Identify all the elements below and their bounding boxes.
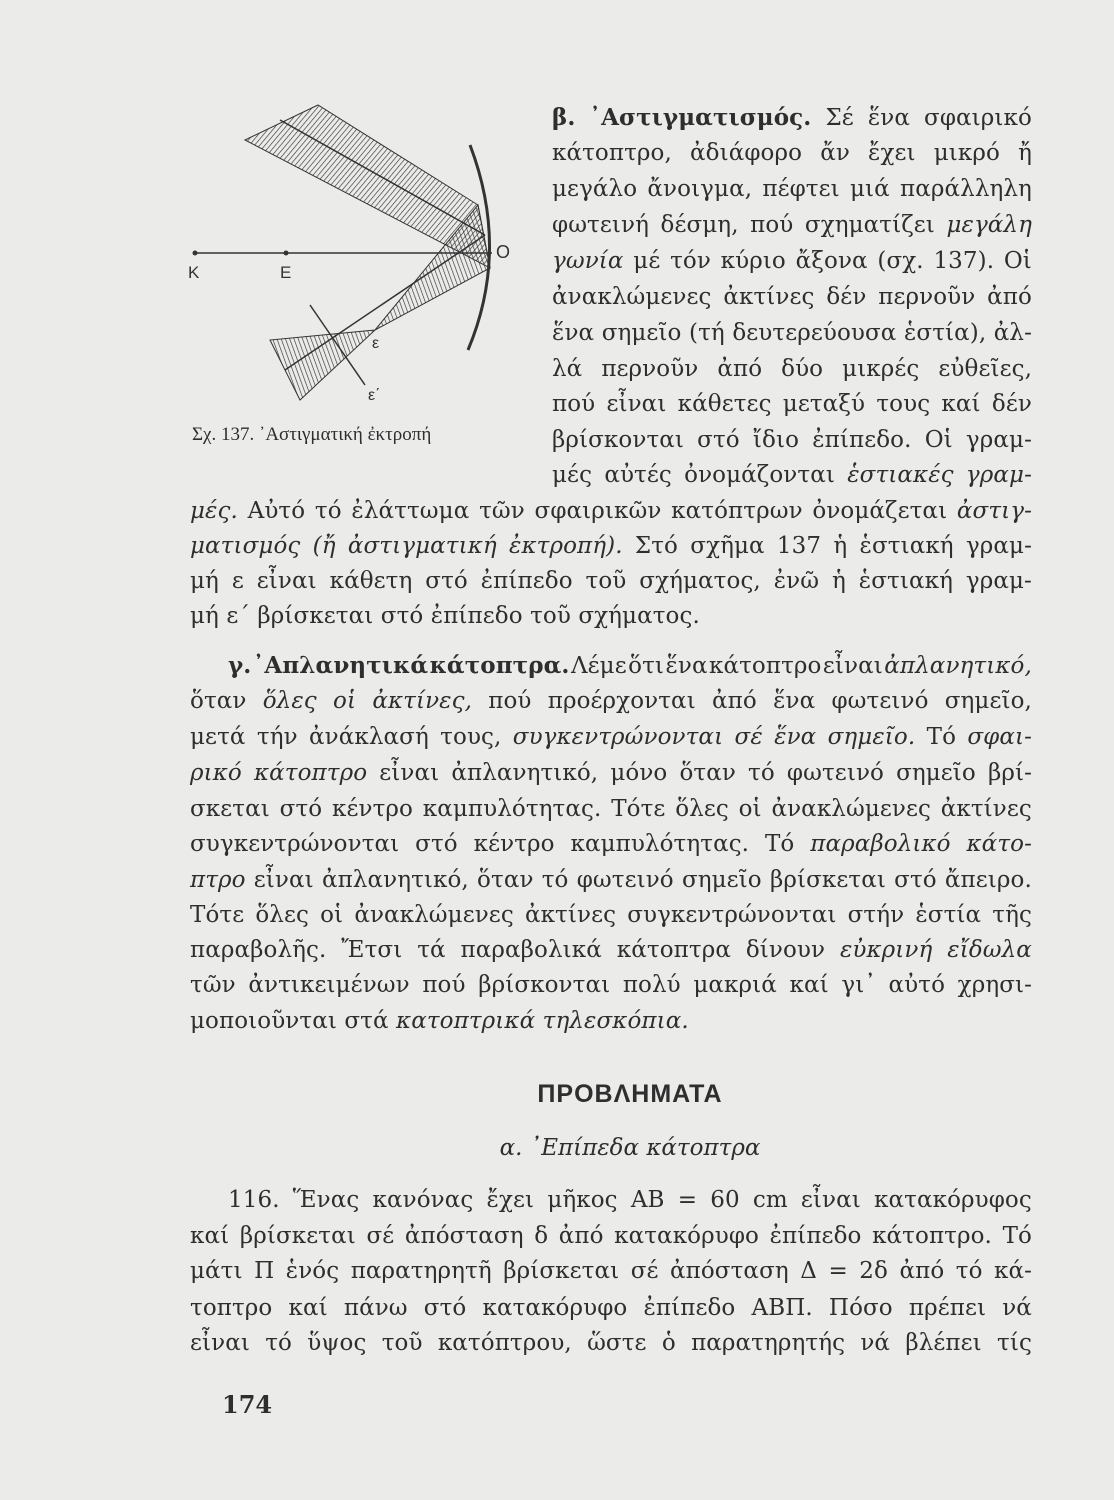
text-run: γραμ- — [965, 533, 1032, 559]
text-run: τῶν — [479, 498, 525, 524]
text-run: ὁ — [661, 1330, 676, 1356]
text-run: (σχ. — [877, 248, 924, 274]
text-run: γι᾽ — [841, 972, 876, 998]
text-line — [552, 246, 1032, 276]
text-run: μεταξύ — [782, 391, 866, 417]
text-line — [552, 138, 1032, 168]
text-run: τόν — [670, 248, 711, 274]
text-line — [190, 970, 1032, 1000]
text-run: παραβολῆς. — [190, 937, 327, 963]
text-line — [190, 722, 1032, 752]
italic-run: ἀπλανητικό, — [884, 653, 1032, 679]
text-line — [190, 865, 1032, 895]
text-run: ἐπίπεδο. — [812, 427, 912, 453]
text-line — [228, 651, 1032, 681]
text-run: κατακόρυφο — [482, 1295, 628, 1321]
bold-run: ᾽Αστιγματισμός. — [589, 104, 812, 131]
text-run: πολύ — [622, 972, 681, 998]
text-run: τοῦ — [585, 568, 627, 594]
text-run: γραμ- — [965, 427, 1032, 453]
bold-run: ᾽Απλανητικά — [252, 652, 429, 679]
text-line — [190, 829, 1032, 859]
text-run: προέρχονται — [547, 688, 696, 714]
text-run: ἡ — [833, 533, 848, 559]
italic-run: κατοπτρικά τηλεσκόπια. — [396, 1008, 689, 1034]
label-epsilon-prime: ε΄ — [368, 387, 381, 404]
text-run: εἶναι — [379, 760, 440, 786]
text-run: στό — [894, 867, 937, 893]
text-run: δέν — [991, 391, 1032, 417]
text-line — [190, 686, 1032, 716]
text-run: τους — [876, 391, 931, 417]
text-run: καμπυλότητας. — [422, 796, 602, 822]
text-run: ἄξονα — [795, 248, 868, 274]
text-run: παράλληλη — [900, 176, 1032, 202]
text-run: σφαιρικό — [924, 105, 1032, 131]
text-run: σημεῖο — [681, 867, 762, 893]
text-run: ἐπίπεδο — [480, 568, 573, 594]
italic-run: σημεῖο. — [827, 724, 916, 750]
text-run: τό — [748, 760, 775, 786]
text-run: συγκεντρώνονται — [627, 902, 837, 928]
italic-run: οἱ — [333, 688, 357, 714]
text-run: ἕνα — [867, 105, 911, 131]
text-run: στό — [279, 796, 323, 822]
text-run: ἡ — [832, 568, 846, 594]
text-run: νά — [860, 1330, 891, 1356]
text-run: σημεῖο — [601, 320, 682, 346]
text-run: ἕνα — [552, 320, 595, 346]
italic-run: ἕνα — [774, 724, 817, 750]
text-run: ε — [231, 568, 244, 594]
text-run: ἀπό — [987, 284, 1032, 310]
text-run: ἐλάττωμα — [351, 498, 470, 524]
text-run: οἱ — [320, 902, 344, 928]
text-run: μιά — [850, 176, 890, 202]
text-run: μή — [190, 568, 219, 594]
text-run: ὅταν — [190, 688, 247, 714]
label-O: Ο — [496, 242, 511, 262]
text-run: δύο — [781, 356, 824, 382]
text-run: στό — [425, 568, 468, 594]
subsection-heading: α. ᾽Επίπεδα κάτοπτρα — [499, 1135, 761, 1161]
text-run: μακριά — [693, 972, 777, 998]
text-run: κάτοπτρο, — [552, 140, 672, 166]
text-run: σφαιρικῶν — [534, 498, 662, 524]
text-line — [552, 389, 1032, 419]
text-run: τήν — [256, 724, 298, 750]
text-run: ἀκτίνες — [524, 902, 617, 928]
section-heading: ΠΡΟΒΛΗΜΑΤΑ — [537, 1080, 723, 1108]
text-run: πού — [552, 391, 596, 417]
text-run: 137 — [776, 533, 822, 559]
italic-run: ἑστιακές — [847, 462, 954, 488]
text-run: ἀπό — [712, 688, 757, 714]
text-run: ἀδιάφορο — [690, 140, 803, 166]
text-run: πρέπει — [908, 1295, 987, 1321]
text-run: καί — [941, 391, 981, 417]
text-run: ἐπίπεδο — [643, 1295, 736, 1321]
text-run: ἀκτίνες — [940, 796, 1032, 822]
text-run: φωτεινό — [576, 867, 674, 893]
italic-run: εἴδωλα — [947, 937, 1032, 963]
text-line — [552, 103, 1032, 133]
italic-run: κάτοπτρο — [253, 760, 368, 786]
text-run: Π — [254, 1258, 275, 1284]
text-run: ἀνακλώμενες — [771, 796, 931, 822]
text-run: χρησι- — [957, 972, 1032, 998]
text-run: κανόνας — [372, 1187, 474, 1213]
text-line — [552, 425, 1032, 455]
italic-run: ὅλες — [262, 688, 317, 714]
text-run: οἱ — [738, 796, 762, 822]
text-line — [190, 900, 1032, 930]
text-run: cm — [752, 1187, 788, 1213]
text-line — [190, 935, 1032, 965]
text-run: αὐτό — [888, 972, 946, 998]
text-run: κατόπτρων — [671, 498, 803, 524]
text-run: καί — [789, 972, 829, 998]
text-run: εἶναι — [256, 568, 317, 594]
text-run: φωτεινό — [831, 688, 929, 714]
italic-run: ἀκτίνες, — [372, 688, 473, 714]
text-run: κύριο — [720, 248, 786, 274]
italic-run: συγκεντρώνονται — [512, 724, 724, 750]
text-run: ἀπό — [717, 356, 763, 382]
text-run: ὅλες — [255, 902, 309, 928]
text-run: = — [677, 1187, 698, 1213]
text-run: Ἕνας — [292, 1187, 360, 1213]
text-run: σημεῖο — [896, 760, 976, 786]
text-run: στό — [697, 427, 740, 453]
italic-run: (ἤ — [312, 533, 336, 559]
italic-run: ματισμός — [190, 533, 301, 559]
text-run: γραμ- — [965, 568, 1032, 594]
text-run: εἶναι — [822, 653, 883, 679]
text-run: ἀπλανητικό, — [451, 760, 599, 786]
text-run: φωτεινή — [552, 212, 649, 238]
text-run: κάθετη — [329, 568, 413, 594]
text-run: παραβολικά — [460, 937, 602, 963]
text-run: καμπυλότητας. — [570, 831, 750, 857]
text-run: μικρό — [933, 140, 1000, 166]
text-run: σέ — [630, 1258, 659, 1284]
text-run: βρίσκεται — [239, 1223, 356, 1249]
text-run: ἔχει — [486, 1187, 535, 1213]
text-run: σχηματίζει — [804, 212, 935, 238]
text-run: ἀντικειμένων — [248, 972, 410, 998]
text-line — [552, 354, 1032, 384]
italic-run: σφαι- — [967, 724, 1032, 750]
text-run: στήν — [847, 902, 905, 928]
text-run: περνοῦν — [601, 356, 699, 382]
text-line — [190, 1221, 1032, 1251]
text-run: Τότε — [611, 796, 666, 822]
text-run: συγκεντρώνονται — [190, 831, 400, 857]
text-run: τίς — [997, 1330, 1032, 1356]
text-run: ἑστιακή — [858, 568, 953, 594]
text-line — [190, 1328, 1032, 1358]
text-run: μή ε΄ βρίσκεται στό ἐπίπεδο τοῦ σχήματος. — [190, 603, 700, 629]
text-run: ἐνῶ — [773, 568, 820, 594]
italic-run: ἐκτροπή). — [509, 533, 623, 559]
text-run: μοποιοῦνται στά — [190, 1008, 397, 1034]
text-run: βλέπει — [905, 1330, 982, 1356]
text-run: νά — [1002, 1295, 1032, 1321]
text-run: σέ — [366, 1223, 395, 1249]
bold-run: γ. — [228, 652, 252, 679]
italic-run: ἀστιγ- — [956, 498, 1032, 524]
text-run: πού — [422, 972, 466, 998]
text-run: ἀνάκλασή — [309, 724, 429, 750]
text-run: περνοῦν — [878, 284, 976, 310]
text-line — [190, 1006, 689, 1036]
text-run: ἀπόσταση — [404, 1223, 524, 1249]
text-run: ἤ — [1018, 140, 1032, 166]
text-line — [190, 496, 1032, 526]
bold-run: κάτοπτρα. — [429, 652, 570, 679]
text-run: μάτι — [190, 1258, 243, 1284]
text-run: ἑστία — [915, 902, 982, 928]
label-K: Κ — [188, 263, 200, 282]
text-run: καί — [190, 1223, 230, 1249]
text-run: Τό — [926, 724, 957, 750]
text-run: ἀπό — [899, 1258, 945, 1284]
text-run: ἀνακλώμενες — [552, 284, 712, 310]
text-run: ἐπίπεδο — [769, 1223, 862, 1249]
text-run: (τή — [689, 320, 725, 346]
text-run: δέσμη, — [660, 212, 739, 238]
text-run: κατακόρυφο — [614, 1223, 759, 1249]
text-line — [190, 601, 700, 631]
italic-run: πτρο — [190, 867, 246, 893]
text-run: ἴδιο — [752, 427, 800, 453]
text-line — [228, 1185, 1032, 1215]
text-run: τό — [541, 867, 569, 893]
text-run: παρατηρητῆ — [350, 1258, 492, 1284]
text-run: Ἔτσι — [341, 937, 403, 963]
text-run: Σέ — [825, 105, 854, 131]
text-run: ὀνομάζεται — [812, 498, 948, 524]
text-line — [190, 794, 1032, 824]
text-line — [190, 1256, 1032, 1286]
text-run: δίνουν — [745, 937, 826, 963]
text-run: Πόσο — [828, 1295, 893, 1321]
text-run: ἀλ- — [993, 320, 1032, 346]
text-run: κέντρο — [473, 831, 555, 857]
text-run: τό — [314, 498, 342, 524]
label-epsilon: ε — [372, 335, 380, 352]
text-line — [190, 758, 1032, 788]
text-run: Τό — [1002, 1223, 1032, 1249]
text-run: μέ — [633, 248, 661, 274]
text-run: βρί- — [987, 760, 1032, 786]
text-run: κέντρο — [332, 796, 413, 822]
italic-run: κάτο- — [966, 831, 1032, 857]
text-run: βρίσκονται — [552, 427, 685, 453]
text-run: πέφτει — [762, 176, 840, 202]
text-run: εἶναι — [190, 1330, 250, 1356]
text-run: τό — [955, 1258, 983, 1284]
text-run: εὐθεῖες, — [938, 356, 1032, 382]
text-run: εἶναι — [253, 867, 314, 893]
text-run: κάτοπτρα — [616, 937, 731, 963]
text-run: μεγάλο — [552, 176, 638, 202]
text-run: μόνο — [610, 760, 668, 786]
text-run: δέν — [826, 284, 867, 310]
text-run: κάτοπτρο — [709, 653, 822, 679]
text-run: Αὐτό — [247, 498, 306, 524]
text-run: τά — [417, 937, 446, 963]
text-run: τοῦ — [381, 1330, 423, 1356]
text-run: λά — [552, 356, 583, 382]
text-run: μετά — [190, 724, 246, 750]
text-run: ΑΒ — [630, 1187, 665, 1213]
text-run: Οἱ — [924, 427, 953, 453]
text-run: ὅτι — [628, 653, 665, 679]
text-run: ὅλες — [675, 796, 729, 822]
text-run: ὥστε — [587, 1330, 647, 1356]
text-run: κά- — [994, 1258, 1032, 1284]
text-run: ἀνακλώμενες — [354, 902, 514, 928]
text-run: ἀπόσταση — [670, 1258, 789, 1284]
text-run: 60 — [710, 1187, 740, 1213]
figure-caption: Σχ. 137. ᾽Αστιγματική ἐκτροπή — [192, 424, 432, 445]
text-run: Τότε — [190, 902, 245, 928]
text-line — [190, 1293, 1032, 1323]
text-run: μικρές — [842, 356, 920, 382]
text-run: τό — [265, 1330, 293, 1356]
text-run: πάνω — [343, 1295, 408, 1321]
italic-run: σέ — [734, 724, 763, 750]
label-E: Ε — [280, 263, 292, 282]
text-run: παρατηρητής — [691, 1330, 846, 1356]
text-line — [552, 318, 1032, 348]
italic-run: μές. — [190, 498, 238, 524]
text-run: τοπτρο — [190, 1295, 273, 1321]
text-run: ἕνα — [773, 688, 816, 714]
italic-run: εὐκρινή — [839, 937, 933, 963]
text-run: αὐτές — [604, 462, 672, 488]
text-run: ἀπλανητικό, — [321, 867, 469, 893]
text-run: τῆς — [992, 902, 1032, 928]
text-run: στό — [415, 831, 458, 857]
text-run: ἑστιακή — [859, 533, 954, 559]
text-line — [552, 174, 1032, 204]
text-run: Στό — [634, 533, 679, 559]
italic-run: ἀστιγματική — [347, 533, 497, 559]
text-run: ἕνα — [665, 653, 708, 679]
text-line — [552, 282, 1032, 312]
text-run: δευτερεύουσα — [732, 320, 897, 346]
text-run: ὀνομάζονται — [684, 462, 835, 488]
text-run: ἄν — [820, 140, 850, 166]
text-run: σχῆμα — [690, 533, 765, 559]
text-run: πού — [750, 212, 794, 238]
text-run: εἶναι — [606, 391, 667, 417]
text-line — [552, 210, 1032, 240]
text-run: Τό — [764, 831, 795, 857]
text-run: καί — [288, 1295, 328, 1321]
italic-run: μεγάλη — [946, 212, 1032, 238]
text-run: στό — [423, 1295, 467, 1321]
text-run: ὕψος — [307, 1330, 367, 1356]
text-run: ἄπειρο. — [944, 867, 1032, 893]
text-run: ἔχει — [868, 140, 916, 166]
text-run: μῆκος — [547, 1187, 618, 1213]
text-run: τους, — [440, 724, 502, 750]
text-run: Οἱ — [1003, 248, 1032, 274]
text-run: Λέμε — [570, 653, 627, 679]
text-line — [190, 531, 1032, 561]
text-run: ἀπό — [558, 1223, 604, 1249]
text-run: ἄνοιγμα, — [647, 176, 753, 202]
astigmatism-figure — [185, 90, 515, 420]
text-run: μές — [552, 462, 593, 488]
text-run: ἀκτίνες — [723, 284, 815, 310]
text-run: βρίσκεται — [769, 867, 886, 893]
text-run: βρίσκονται — [478, 972, 611, 998]
reflected-beam — [270, 205, 490, 400]
text-run: σχήματος, — [639, 568, 761, 594]
text-run: τῶν — [190, 972, 236, 998]
italic-run: γωνία — [552, 248, 624, 274]
text-run: σκεται — [190, 796, 270, 822]
text-run: πού — [488, 688, 532, 714]
text-run: ὅταν — [679, 760, 736, 786]
text-line — [190, 566, 1032, 596]
text-run: Δ — [800, 1258, 817, 1284]
text-run: φωτεινό — [786, 760, 884, 786]
text-run: = — [828, 1258, 848, 1284]
italic-run: γραμ- — [965, 462, 1032, 488]
italic-run: ρικό — [190, 760, 242, 786]
text-run: ὅταν — [477, 867, 534, 893]
text-run: κατακόρυφος — [874, 1187, 1032, 1213]
text-run: βρίσκεται — [503, 1258, 620, 1284]
text-run: 116. — [228, 1187, 280, 1213]
bold-run: β. — [552, 104, 576, 131]
text-line — [552, 460, 1032, 490]
text-run: 2δ — [859, 1258, 888, 1284]
text-run: κάτοπτρο. — [872, 1223, 992, 1249]
text-run: σημεῖο, — [944, 688, 1032, 714]
text-run: δ — [534, 1223, 549, 1249]
italic-run: παραβολικό — [810, 831, 951, 857]
text-run: 137). — [933, 248, 995, 274]
text-run: ἑνός — [285, 1258, 340, 1284]
text-run: κατόπτρου, — [437, 1330, 572, 1356]
text-run: ΑΒΠ. — [751, 1295, 813, 1321]
text-run: εἶναι — [800, 1187, 861, 1213]
text-run: ἑστία), — [903, 320, 987, 346]
page-number: 174 — [222, 1390, 273, 1419]
text-run: κάθετες — [677, 391, 772, 417]
